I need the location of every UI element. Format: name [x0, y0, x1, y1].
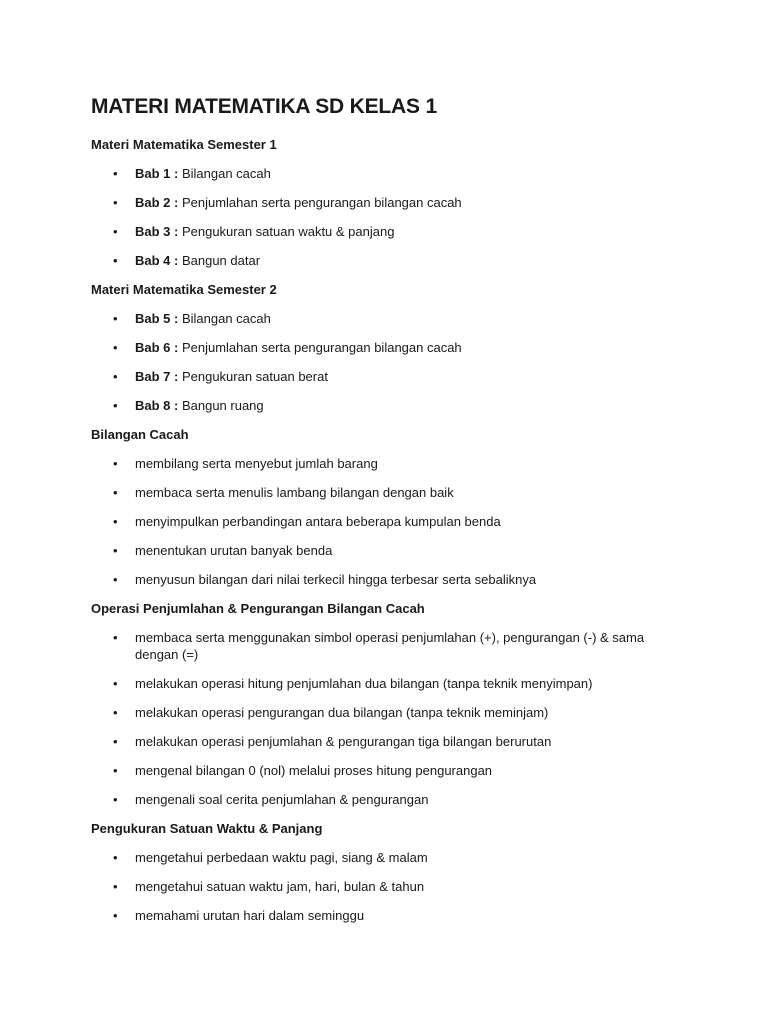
- bullet-icon: •: [113, 166, 118, 181]
- section-1: [91, 281, 691, 414]
- list-item: [91, 542, 691, 559]
- list-item-text: Bilangan cacah: [178, 166, 271, 181]
- section-heading: Materi Matematika Semester 2: [91, 282, 277, 297]
- list-item: [91, 675, 691, 692]
- list-item-text: Bilangan cacah: [178, 311, 271, 326]
- bullet-icon: •: [113, 514, 118, 529]
- sections-container: [91, 136, 691, 924]
- list-item: [91, 223, 691, 240]
- list-item: [91, 571, 691, 588]
- bullet-icon: •: [113, 485, 118, 500]
- chapter-number: Bab 8 :: [135, 398, 179, 413]
- bullet-icon: •: [113, 572, 118, 587]
- list-item: [91, 397, 691, 414]
- chapter-number: Bab 1 :: [135, 166, 179, 181]
- bullet-icon: •: [113, 224, 118, 239]
- list-item-text: Penjumlahan serta pengurangan bilangan cacah: [178, 195, 462, 210]
- list-item-text: membilang serta menyebut jumlah barang: [135, 456, 378, 471]
- bullet-icon: •: [113, 734, 118, 749]
- bullet-list: [91, 455, 691, 588]
- bullet-list: [91, 629, 691, 808]
- list-item: [91, 907, 691, 924]
- document-page: [91, 94, 691, 936]
- list-item: [91, 762, 691, 779]
- list-item-text: Bangun datar: [178, 253, 261, 268]
- list-item: [91, 513, 691, 530]
- chapter-number: Bab 6 :: [135, 340, 179, 355]
- list-item-text: mengetahui satuan waktu jam, hari, bulan & tahun: [135, 879, 425, 894]
- bullet-icon: •: [113, 763, 118, 778]
- bullet-icon: •: [113, 705, 118, 720]
- list-item-text: membaca serta menulis lambang bilangan dengan baik: [135, 485, 454, 500]
- list-item: [91, 455, 691, 472]
- bullet-icon: •: [113, 195, 118, 210]
- section-heading: Pengukuran Satuan Waktu & Panjang: [91, 821, 323, 836]
- section-3: [91, 600, 691, 808]
- list-item-text: melakukan operasi pengurangan dua bilangan (tanpa teknik meminjam): [135, 705, 549, 720]
- bullet-icon: •: [113, 676, 118, 691]
- bullet-icon: •: [113, 543, 118, 558]
- section-2: [91, 426, 691, 588]
- list-item: [91, 310, 691, 327]
- list-item-text: melakukan operasi penjumlahan & pengurangan tiga bilangan berurutan: [135, 734, 552, 749]
- list-item: [91, 878, 691, 895]
- chapter-number: Bab 5 :: [135, 311, 179, 326]
- bullet-icon: •: [113, 398, 118, 413]
- bullet-icon: •: [113, 908, 118, 923]
- list-item: [91, 849, 691, 866]
- bullet-icon: •: [113, 456, 118, 471]
- list-item-text: Pengukuran satuan waktu & panjang: [178, 224, 395, 239]
- list-item: [91, 339, 691, 356]
- section-heading: Operasi Penjumlahan & Pengurangan Bilangan Cacah: [91, 601, 425, 616]
- bullet-list: [91, 849, 691, 924]
- bullet-icon: •: [113, 340, 118, 355]
- section-4: [91, 820, 691, 924]
- document-title: MATERI MATEMATIKA SD KELAS 1: [91, 95, 437, 118]
- chapter-number: Bab 4 :: [135, 253, 179, 268]
- bullet-icon: •: [113, 369, 118, 384]
- list-item-text: Penjumlahan serta pengurangan bilangan cacah: [178, 340, 462, 355]
- list-item-text: Bangun ruang: [178, 398, 264, 413]
- list-item: [91, 165, 691, 182]
- list-item: [91, 252, 691, 269]
- bullet-list: [91, 165, 691, 269]
- section-0: [91, 136, 691, 269]
- list-item: [91, 791, 691, 808]
- chapter-number: Bab 2 :: [135, 195, 179, 210]
- list-item-text: Pengukuran satuan berat: [178, 369, 328, 384]
- list-item-text: menyusun bilangan dari nilai terkecil hingga terbesar serta sebaliknya: [135, 572, 537, 587]
- chapter-number: Bab 7 :: [135, 369, 179, 384]
- list-item-text: mengetahui perbedaan waktu pagi, siang & malam: [135, 850, 428, 865]
- bullet-icon: •: [113, 850, 118, 865]
- bullet-icon: •: [113, 311, 118, 326]
- bullet-icon: •: [113, 879, 118, 894]
- list-item: [91, 484, 691, 501]
- list-item: [91, 194, 691, 211]
- list-item: [91, 704, 691, 721]
- list-item-text: memahami urutan hari dalam seminggu: [135, 908, 365, 923]
- list-item-text: mengenal bilangan 0 (nol) melalui proses hitung pengurangan: [135, 763, 493, 778]
- list-item-text: menyimpulkan perbandingan antara beberapa kumpulan benda: [135, 514, 501, 529]
- chapter-number: Bab 3 :: [135, 224, 179, 239]
- section-heading: Materi Matematika Semester 1: [91, 137, 277, 152]
- bullet-icon: •: [113, 630, 118, 645]
- list-item-text: mengenali soal cerita penjumlahan & pengurangan: [135, 792, 429, 807]
- list-item: [91, 368, 691, 385]
- bullet-list: [91, 310, 691, 414]
- list-item: [91, 733, 691, 750]
- list-item-text: membaca serta menggunakan simbol operasi penjumlahan (+), pengurangan (-) & sama dengan (=): [135, 630, 645, 662]
- section-heading: Bilangan Cacah: [91, 427, 189, 442]
- list-item-text: melakukan operasi hitung penjumlahan dua bilangan (tanpa teknik menyimpan): [135, 676, 593, 691]
- list-item: [91, 629, 691, 663]
- list-item-text: menentukan urutan banyak benda: [135, 543, 333, 558]
- bullet-icon: •: [113, 253, 118, 268]
- bullet-icon: •: [113, 792, 118, 807]
